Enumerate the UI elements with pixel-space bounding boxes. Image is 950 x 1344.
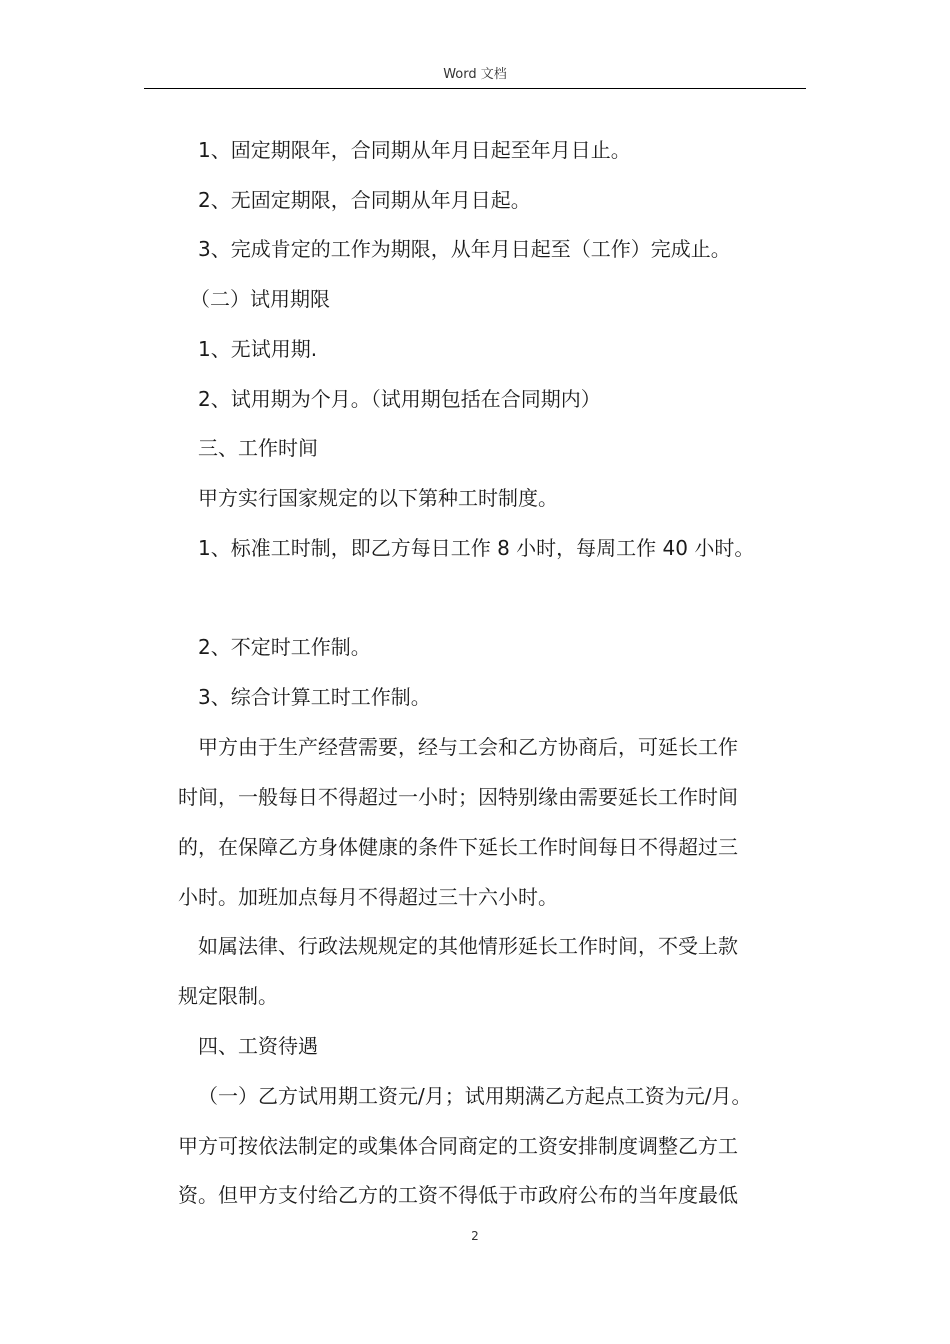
clause-line: 3、完成肯定的工作为期限，从年月日起至（工作）完成止。 xyxy=(198,237,731,261)
paragraph-line: 甲方由于生产经营需要，经与工会和乙方协商后，可延长工作 xyxy=(198,735,738,759)
paragraph-line: 时间，一般每日不得超过一小时；因特别缘由需要延长工作时间 xyxy=(178,785,738,809)
paragraph-line: 的，在保障乙方身体健康的条件下延长工作时间每日不得超过三 xyxy=(178,835,738,859)
paragraph-line: 规定限制。 xyxy=(178,984,278,1008)
clause-line: 1、无试用期. xyxy=(198,337,318,361)
section-heading: 四、工资待遇 xyxy=(198,1034,318,1058)
page-number: 2 xyxy=(471,1229,479,1243)
section-heading: 三、工作时间 xyxy=(198,436,318,460)
clause-line: 2、试用期为个月。（试用期包括在合同期内） xyxy=(198,387,601,411)
paragraph-line: 如属法律、行政法规规定的其他情形延长工作时间，不受上款 xyxy=(198,934,738,958)
paragraph-line: （一）乙方试用期工资元/月；试用期满乙方起点工资为元/月。 xyxy=(198,1084,752,1108)
clause-line: 3、综合计算工时工作制。 xyxy=(198,685,431,709)
section-heading: （二）试用期限 xyxy=(190,287,330,311)
clause-line: 2、无固定期限，合同期从年月日起。 xyxy=(198,188,531,212)
clause-line: 1、标准工时制，即乙方每日工作 8 小时，每周工作 40 小时。 xyxy=(198,536,755,560)
clause-line: 1、固定期限年，合同期从年月日起至年月日止。 xyxy=(198,138,631,162)
header-title: Word 文档 xyxy=(443,67,507,82)
clause-line: 2、不定时工作制。 xyxy=(198,635,371,659)
paragraph-line: 小时。加班加点每月不得超过三十六小时。 xyxy=(178,885,558,909)
paragraph-line: 甲方可按依法制定的或集体合同商定的工资安排制度调整乙方工 xyxy=(178,1134,738,1158)
paragraph-line: 资。但甲方支付给乙方的工资不得低于市政府公布的当年度最低 xyxy=(178,1183,738,1207)
paragraph-line: 甲方实行国家规定的以下第种工时制度。 xyxy=(198,486,558,510)
